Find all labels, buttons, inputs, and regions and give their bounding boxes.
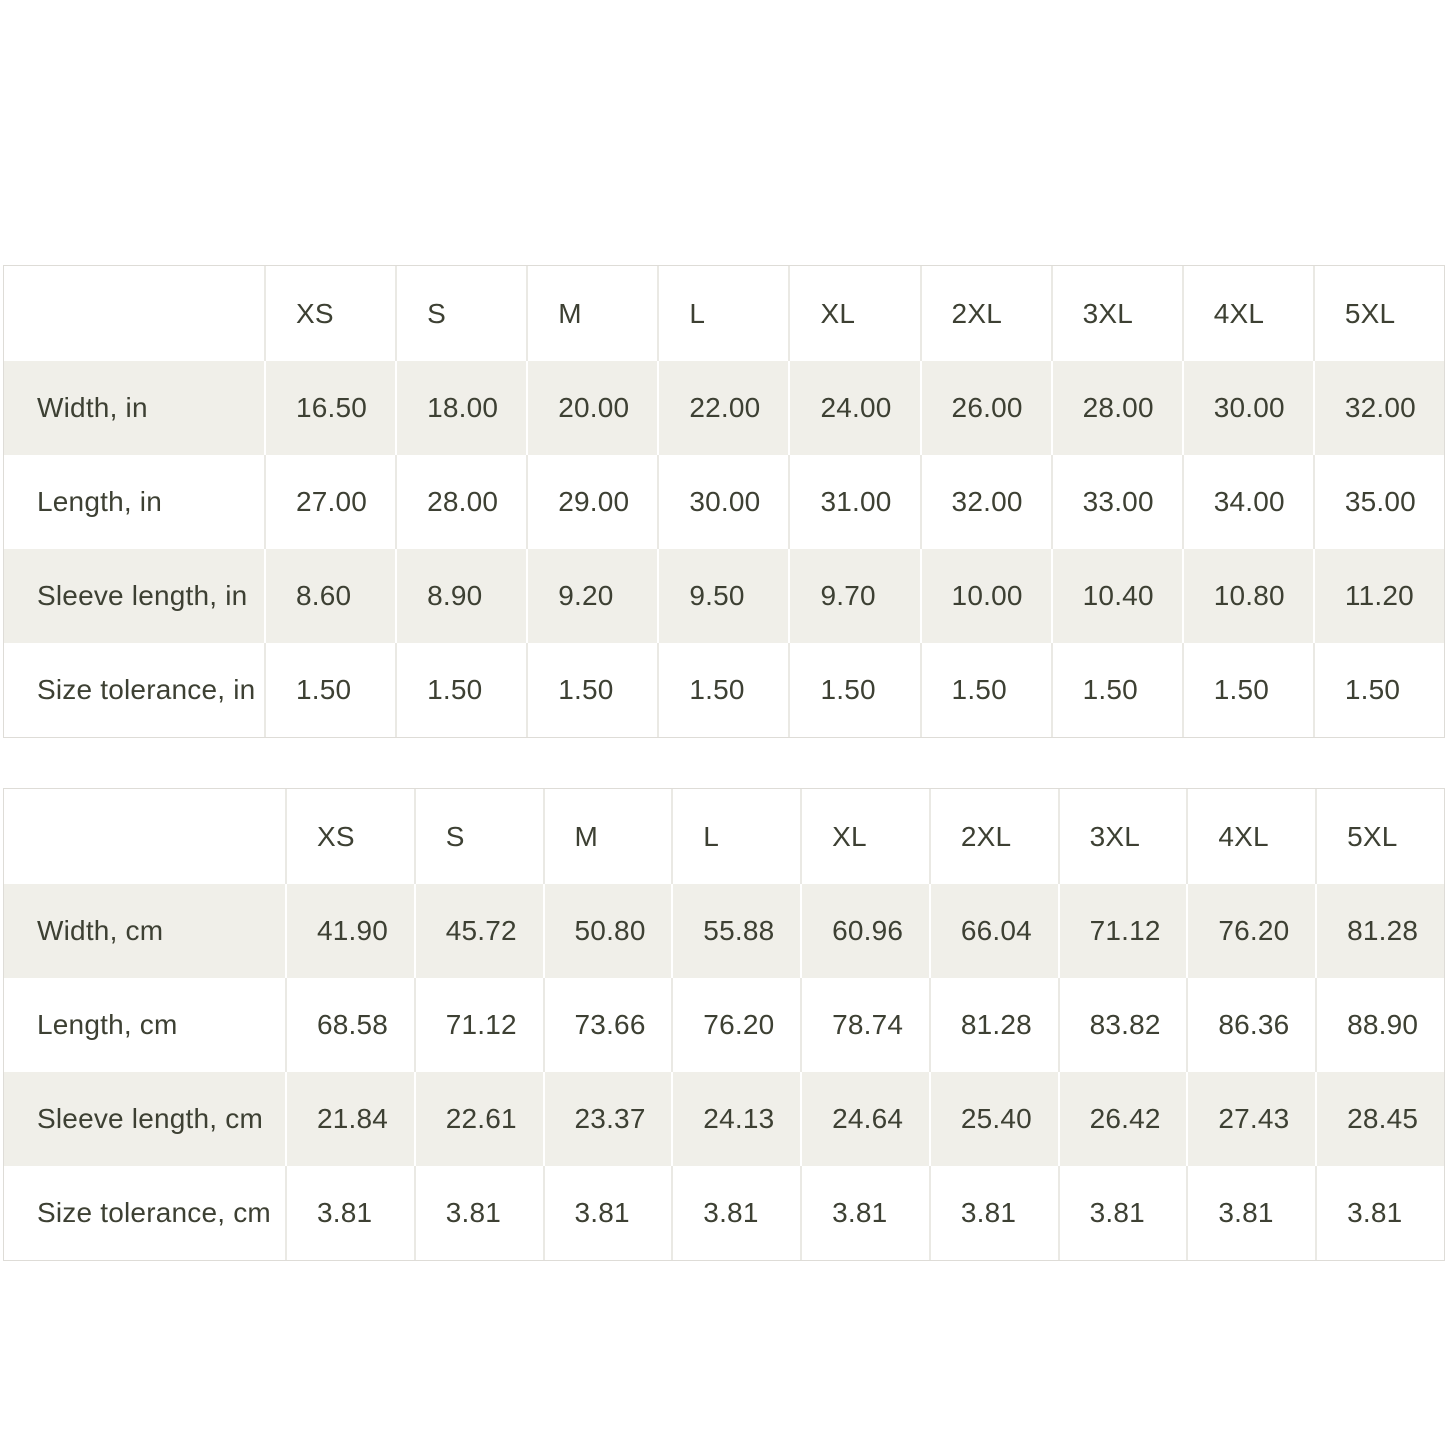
row-label: Length, in xyxy=(4,455,264,549)
size-value-cell: 73.66 xyxy=(543,978,672,1072)
size-value-cell: 66.04 xyxy=(929,884,1058,978)
table-row xyxy=(4,884,1444,978)
size-column-header: L xyxy=(657,266,788,361)
size-value-cell: 30.00 xyxy=(1182,361,1313,455)
row-label: Width, cm xyxy=(4,884,285,978)
size-value-cell: 22.00 xyxy=(657,361,788,455)
size-value-cell: 1.50 xyxy=(526,643,657,737)
size-value-cell: 10.80 xyxy=(1182,549,1313,643)
size-value-cell: 3.81 xyxy=(1186,1166,1315,1260)
size-value-cell: 76.20 xyxy=(1186,884,1315,978)
size-value-cell: 1.50 xyxy=(1313,643,1444,737)
size-value-cell: 33.00 xyxy=(1051,455,1182,549)
size-value-cell: 71.12 xyxy=(1058,884,1187,978)
size-value-cell: 21.84 xyxy=(285,1072,414,1166)
size-value-cell: 1.50 xyxy=(395,643,526,737)
size-value-cell: 9.20 xyxy=(526,549,657,643)
size-value-cell: 11.20 xyxy=(1313,549,1444,643)
size-column-header: 4XL xyxy=(1182,266,1313,361)
row-label: Width, in xyxy=(4,361,264,455)
size-value-cell: 35.00 xyxy=(1313,455,1444,549)
size-column-header: 2XL xyxy=(929,789,1058,884)
size-value-cell: 28.00 xyxy=(395,455,526,549)
size-value-cell: 3.81 xyxy=(929,1166,1058,1260)
size-value-cell: 31.00 xyxy=(788,455,919,549)
size-value-cell: 3.81 xyxy=(285,1166,414,1260)
size-value-cell: 50.80 xyxy=(543,884,672,978)
size-value-cell: 78.74 xyxy=(800,978,929,1072)
size-value-cell: 81.28 xyxy=(1315,884,1444,978)
size-column-header: 5XL xyxy=(1313,266,1444,361)
size-column-header: 2XL xyxy=(920,266,1051,361)
size-column-header: L xyxy=(671,789,800,884)
size-value-cell: 18.00 xyxy=(395,361,526,455)
size-value-cell: 76.20 xyxy=(671,978,800,1072)
table-row xyxy=(4,1072,1444,1166)
size-value-cell: 1.50 xyxy=(920,643,1051,737)
size-value-cell: 3.81 xyxy=(414,1166,543,1260)
corner-cell xyxy=(4,789,285,884)
size-value-cell: 24.64 xyxy=(800,1072,929,1166)
size-value-cell: 1.50 xyxy=(788,643,919,737)
size-value-cell: 23.37 xyxy=(543,1072,672,1166)
table-row xyxy=(4,455,1444,549)
size-column-header: 4XL xyxy=(1186,789,1315,884)
size-value-cell: 27.43 xyxy=(1186,1072,1315,1166)
size-value-cell: 30.00 xyxy=(657,455,788,549)
size-value-cell: 26.00 xyxy=(920,361,1051,455)
size-table-centimeters xyxy=(3,788,1445,1261)
row-label: Length, cm xyxy=(4,978,285,1072)
size-value-cell: 16.50 xyxy=(264,361,395,455)
size-column-header: 3XL xyxy=(1058,789,1187,884)
size-value-cell: 26.42 xyxy=(1058,1072,1187,1166)
size-value-cell: 24.00 xyxy=(788,361,919,455)
size-value-cell: 20.00 xyxy=(526,361,657,455)
size-column-header: M xyxy=(526,266,657,361)
size-value-cell: 9.50 xyxy=(657,549,788,643)
size-value-cell: 8.60 xyxy=(264,549,395,643)
size-value-cell: 10.40 xyxy=(1051,549,1182,643)
size-value-cell: 27.00 xyxy=(264,455,395,549)
row-label: Size tolerance, cm xyxy=(4,1166,285,1260)
size-column-header: XL xyxy=(800,789,929,884)
size-value-cell: 10.00 xyxy=(920,549,1051,643)
size-value-cell: 28.00 xyxy=(1051,361,1182,455)
size-table-header-row xyxy=(4,789,1444,884)
size-column-header: S xyxy=(414,789,543,884)
size-value-cell: 88.90 xyxy=(1315,978,1444,1072)
size-value-cell: 9.70 xyxy=(788,549,919,643)
row-label: Sleeve length, cm xyxy=(4,1072,285,1166)
size-value-cell: 45.72 xyxy=(414,884,543,978)
size-value-cell: 28.45 xyxy=(1315,1072,1444,1166)
table-row xyxy=(4,643,1444,737)
size-column-header: XS xyxy=(285,789,414,884)
size-value-cell: 29.00 xyxy=(526,455,657,549)
size-value-cell: 41.90 xyxy=(285,884,414,978)
size-table-header-row xyxy=(4,266,1444,361)
size-value-cell: 86.36 xyxy=(1186,978,1315,1072)
size-value-cell: 32.00 xyxy=(1313,361,1444,455)
table-row xyxy=(4,549,1444,643)
size-value-cell: 1.50 xyxy=(657,643,788,737)
size-value-cell: 68.58 xyxy=(285,978,414,1072)
size-value-cell: 55.88 xyxy=(671,884,800,978)
size-value-cell: 3.81 xyxy=(671,1166,800,1260)
size-value-cell: 3.81 xyxy=(1315,1166,1444,1260)
size-value-cell: 3.81 xyxy=(800,1166,929,1260)
size-value-cell: 3.81 xyxy=(543,1166,672,1260)
size-value-cell: 1.50 xyxy=(264,643,395,737)
size-value-cell: 24.13 xyxy=(671,1072,800,1166)
size-column-header: XS xyxy=(264,266,395,361)
size-table-inches xyxy=(3,265,1445,738)
table-row xyxy=(4,361,1444,455)
size-value-cell: 25.40 xyxy=(929,1072,1058,1166)
size-value-cell: 71.12 xyxy=(414,978,543,1072)
size-value-cell: 83.82 xyxy=(1058,978,1187,1072)
size-column-header: XL xyxy=(788,266,919,361)
row-label: Size tolerance, in xyxy=(4,643,264,737)
size-value-cell: 3.81 xyxy=(1058,1166,1187,1260)
table-row xyxy=(4,978,1444,1072)
size-value-cell: 81.28 xyxy=(929,978,1058,1072)
size-value-cell: 32.00 xyxy=(920,455,1051,549)
size-value-cell: 8.90 xyxy=(395,549,526,643)
size-value-cell: 1.50 xyxy=(1051,643,1182,737)
corner-cell xyxy=(4,266,264,361)
size-column-header: S xyxy=(395,266,526,361)
size-value-cell: 34.00 xyxy=(1182,455,1313,549)
size-column-header: 3XL xyxy=(1051,266,1182,361)
size-value-cell: 60.96 xyxy=(800,884,929,978)
size-column-header: M xyxy=(543,789,672,884)
table-row xyxy=(4,1166,1444,1260)
size-value-cell: 1.50 xyxy=(1182,643,1313,737)
size-value-cell: 22.61 xyxy=(414,1072,543,1166)
size-column-header: 5XL xyxy=(1315,789,1444,884)
row-label: Sleeve length, in xyxy=(4,549,264,643)
